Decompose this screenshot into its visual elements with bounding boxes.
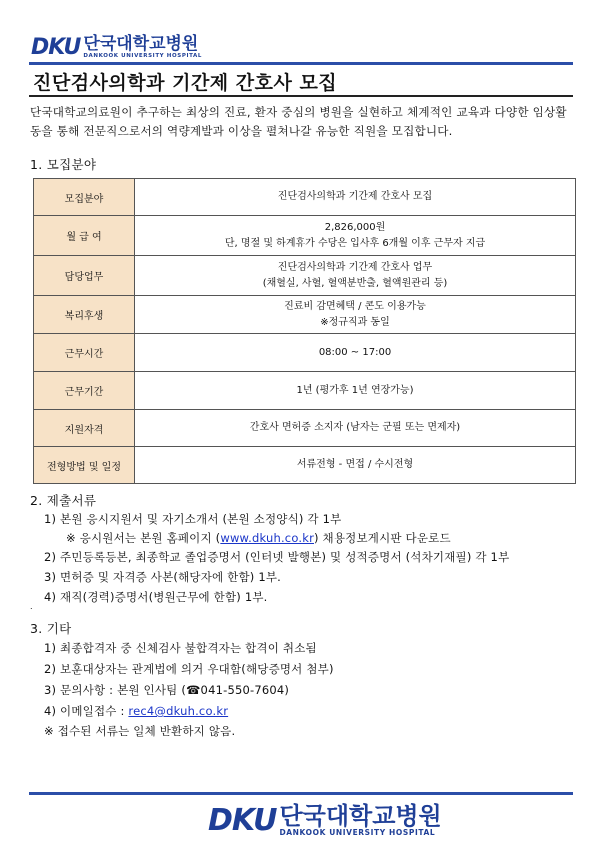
dku-logo-mark: DKU (208, 803, 277, 838)
hospital-logo-bottom (208, 803, 442, 838)
doc-item-3: 3) 면허증 및 자격증 사본(해당자에 한함) 1부. (44, 570, 282, 584)
row-value (135, 216, 576, 256)
value-line: 진료비 감면혜택 / 콘도 이용가능 (284, 300, 426, 312)
etc-item-4 (44, 703, 228, 719)
row-label: 지원자격 (34, 410, 135, 447)
etc-item-5: ※ 접수된 서류는 일체 반환하지 않음. (44, 724, 236, 738)
etc-item-1: 1) 최종합격자 중 신체검사 불합격자는 합격이 취소됨 (44, 641, 317, 655)
value-line: 2,826,000원 (324, 221, 386, 233)
value-line: 진단검사의학과 기간제 간호사 모집 (277, 191, 433, 202)
row-value (135, 179, 576, 216)
footer-rule (29, 792, 573, 795)
row-label: 근무기간 (34, 372, 135, 410)
section-etc-heading: 3. 기타 (30, 621, 72, 636)
email-link[interactable]: rec4@dkuh.co.kr (128, 704, 229, 718)
title-underline (29, 95, 573, 97)
row-value (135, 334, 576, 372)
hospital-logo-top (31, 35, 202, 60)
value-line: 서류전형 - 면접 / 수시전형 (296, 459, 414, 470)
value-line: (채혈실, 사혈, 혈액분반출, 혈액원관리 등) (262, 277, 448, 289)
etc-item-2: 2) 보훈대상자는 관계법에 의거 우대함(해당증명서 첨부) (44, 662, 334, 676)
row-value (135, 447, 576, 484)
row-label: 모집분야 (34, 179, 135, 216)
recruitment-table (33, 178, 576, 484)
section-recruitment-heading: 1. 모집분야 (30, 157, 97, 172)
logo-korean-name: 단국대학교병원 (83, 33, 199, 54)
table-row (34, 296, 576, 334)
table-row (34, 256, 576, 296)
note-text: ※ 응시원서는 본원 홈페이지 ( (66, 531, 221, 545)
row-value (135, 256, 576, 296)
section-documents-heading: 2. 제출서류 (30, 493, 97, 508)
email-label: 4) 이메일접수 : (44, 704, 129, 718)
table-row (34, 410, 576, 447)
table-row (34, 372, 576, 410)
doc-item-2: 2) 주민등록등본, 최종학교 졸업증명서 (인터넷 발행본) 및 성적증명서 (석차기재필) 각 1부 (44, 550, 510, 564)
logo-english-name: DANKOOK UNIVERSITY HOSPITAL (83, 52, 202, 59)
table-row (34, 216, 576, 256)
doc-item-1-note (66, 530, 451, 546)
row-value (135, 372, 576, 410)
row-value (135, 296, 576, 334)
table-row (34, 334, 576, 372)
note-text: ) 채용정보게시판 다운로드 (314, 531, 451, 545)
row-label: 담당업무 (34, 256, 135, 296)
logo-korean-name: 단국대학교병원 (279, 802, 442, 830)
value-line: 1년 (평가후 1년 연장가능) (296, 384, 414, 396)
doc-item-4: 4) 재직(경력)증명서(병원근무에 한함) 1부. (44, 590, 268, 604)
table-row (34, 179, 576, 216)
homepage-link[interactable]: www.dkuh.co.kr (220, 531, 314, 545)
row-label: 전형방법 및 일정 (34, 447, 135, 484)
value-line: 간호사 면허증 소지자 (남자는 군필 또는 면제자) (249, 422, 461, 433)
value-line: ※정규직과 동일 (320, 316, 390, 328)
etc-item-3: 3) 문의사항 : 본원 인사팀 (☎041-550-7604) (44, 683, 290, 697)
logo-english-name: DANKOOK UNIVERSITY HOSPITAL (279, 828, 436, 837)
intro-paragraph: 단국대학교의료원이 추구하는 최상의 진료, 환자 중심의 병원을 실현하고 체계적인 교육과 다양한 임상활동을 통해 전문직으로서의 역량계발과 이상을 펼쳐나갈 유능한 직원을 모집합니다. (30, 105, 567, 138)
row-value (135, 410, 576, 447)
value-line: 진단검사의학과 기간제 간호사 업무 (277, 261, 433, 273)
value-line: 08:00 ~ 17:00 (318, 346, 392, 358)
doc-item-1: 1) 본원 응시지원서 및 자기소개서 (본원 소정양식) 각 1부 (44, 512, 342, 526)
dku-logo-mark: DKU (31, 35, 81, 60)
row-label: 월 급 여 (34, 216, 135, 256)
header-rule (29, 62, 573, 65)
page-title: 진단검사의학과 기간제 간호사 모집 (33, 72, 338, 94)
value-line: 단, 명절 및 하계휴가 수당은 입사후 6개월 이후 근무자 지급 (224, 237, 486, 249)
row-label: 복리후생 (34, 296, 135, 334)
table-row (34, 447, 576, 484)
row-label: 근무시간 (34, 334, 135, 372)
stray-dot: . (30, 602, 33, 611)
